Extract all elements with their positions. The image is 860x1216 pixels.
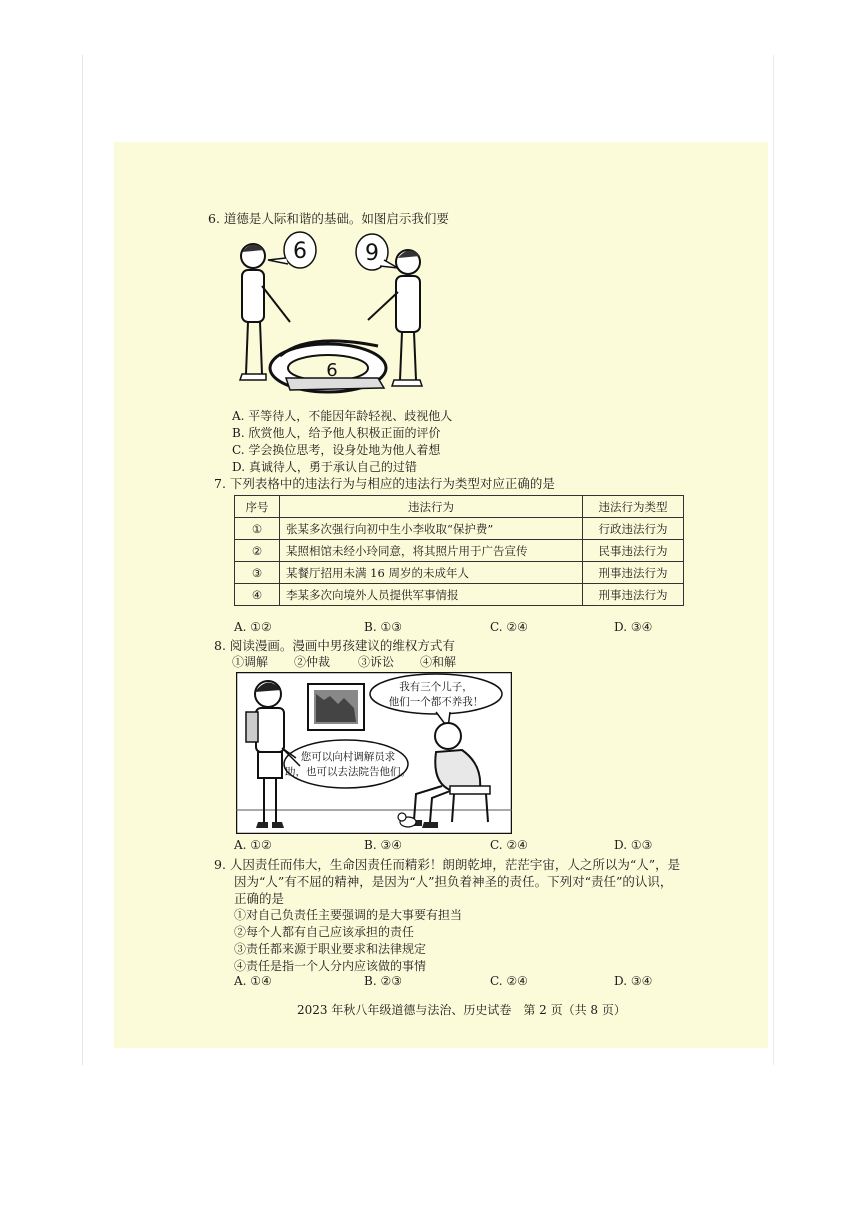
q9-item-3: ③责任都来源于职业要求和法律规定 xyxy=(234,942,427,956)
header-act: 违法行为 xyxy=(280,496,583,518)
q8-stem: 8. 阅读漫画。漫画中男孩建议的维权方式有 xyxy=(214,638,455,653)
row-no: ③ xyxy=(235,562,280,584)
q7-option-c: C. ②④ xyxy=(490,620,528,634)
q9-stem-line-2: 因为“人”有不屈的精神，是因为“人”担负着神圣的责任。下列对“责任”的认识， xyxy=(234,874,673,889)
q6-option-a: A. 平等待人，不能因年龄轻视、歧视他人 xyxy=(232,409,453,423)
q7-option-d: D. ③④ xyxy=(614,620,653,634)
table-row xyxy=(235,584,684,606)
q8-choice-1: ①调解 xyxy=(232,655,269,669)
q9-option-b: B. ②③ xyxy=(364,974,402,988)
left-speech-bubble xyxy=(268,232,316,268)
q9-option-a: A. ①④ xyxy=(234,974,272,988)
q6-option-d: D. 真诚待人，勇于承认自己的过错 xyxy=(232,460,417,474)
table-header-row xyxy=(235,496,684,518)
q9-option-c: C. ②④ xyxy=(490,974,528,988)
q7-stem: 7. 下列表格中的违法行为与相应的违法行为类型对应正确的是 xyxy=(214,476,555,491)
q9-item-2: ②每个人都有自己应该承担的责任 xyxy=(234,925,415,939)
table-row xyxy=(235,518,684,540)
q9-stem-line-3: 正确的是 xyxy=(234,891,285,906)
page-footer: 2023 年秋八年级道德与法治、历史试卷 第 2 页（共 8 页） xyxy=(297,1003,626,1017)
q6-stem: 6. 道德是人际和谐的基础。如图启示我们要 xyxy=(208,211,449,226)
boy-speech-bubble xyxy=(282,740,411,788)
q6-option-b: B. 欣赏他人，给予他人积极正面的评价 xyxy=(232,426,441,440)
q9-item-1: ①对自己负责任主要强调的是大事要有担当 xyxy=(234,908,463,922)
q8-option-a: A. ①② xyxy=(234,838,272,852)
floor-digit-label: 6 xyxy=(326,360,338,381)
row-type: 民事违法行为 xyxy=(583,540,684,562)
q7-option-b: B. ①③ xyxy=(364,620,402,634)
old-man-bubble-line-2: 他们一个都不养我！ xyxy=(388,696,484,708)
table-row xyxy=(235,540,684,562)
q9-option-d: D. ③④ xyxy=(614,974,653,988)
row-act: 李某多次向境外人员提供军事情报 xyxy=(280,584,583,606)
row-no: ④ xyxy=(235,584,280,606)
row-type: 刑事违法行为 xyxy=(583,584,684,606)
q8-option-d: D. ①③ xyxy=(614,838,653,852)
q8-choice-4: ④和解 xyxy=(420,655,457,669)
right-speech-bubble xyxy=(356,234,398,270)
q8-option-c: C. ②④ xyxy=(490,838,528,852)
wall-painting xyxy=(308,684,364,730)
q9-stem-line-1: 9. 人因责任而伟大，生命因责任而精彩！朗朗乾坤，茫茫宇宙，人之所以为“人”，是 xyxy=(214,857,681,872)
row-type: 刑事违法行为 xyxy=(583,562,684,584)
header-no: 序号 xyxy=(235,496,280,518)
row-no: ② xyxy=(235,540,280,562)
q8-choice-3: ③诉讼 xyxy=(358,655,395,669)
table-row xyxy=(235,562,684,584)
q8-comic-panel xyxy=(236,672,512,834)
q6-floor-digit xyxy=(270,341,386,392)
boy-bubble-line-2: 助，也可以去法院告他们。 xyxy=(285,766,411,778)
q6-cartoon xyxy=(228,228,438,400)
boy-bubble-line-1: 您可以向村调解员求 xyxy=(300,751,396,763)
q6-option-c: C. 学会换位思考，设身处地为他人着想 xyxy=(232,443,441,457)
row-act: 某照相馆未经小玲同意，将其照片用于广告宣传 xyxy=(280,540,583,562)
row-type: 行政违法行为 xyxy=(583,518,684,540)
right-bubble-digit: 9 xyxy=(365,241,379,266)
q9-item-4: ④责任是指一个人分内应该做的事情 xyxy=(234,959,427,973)
row-no: ① xyxy=(235,518,280,540)
old-man-bubble-line-1: 我有三个儿子， xyxy=(399,681,473,693)
row-act: 张某多次强行向初中生小李收取“保护费” xyxy=(280,518,583,540)
header-type: 违法行为类型 xyxy=(583,496,684,518)
q8-option-b: B. ③④ xyxy=(364,838,402,852)
row-act: 某餐厅招用未满 16 周岁的未成年人 xyxy=(280,562,583,584)
q7-option-a: A. ①② xyxy=(234,620,272,634)
q8-choice-2: ②仲裁 xyxy=(294,655,331,669)
left-bubble-digit: 6 xyxy=(293,239,307,264)
law-table xyxy=(234,495,684,606)
